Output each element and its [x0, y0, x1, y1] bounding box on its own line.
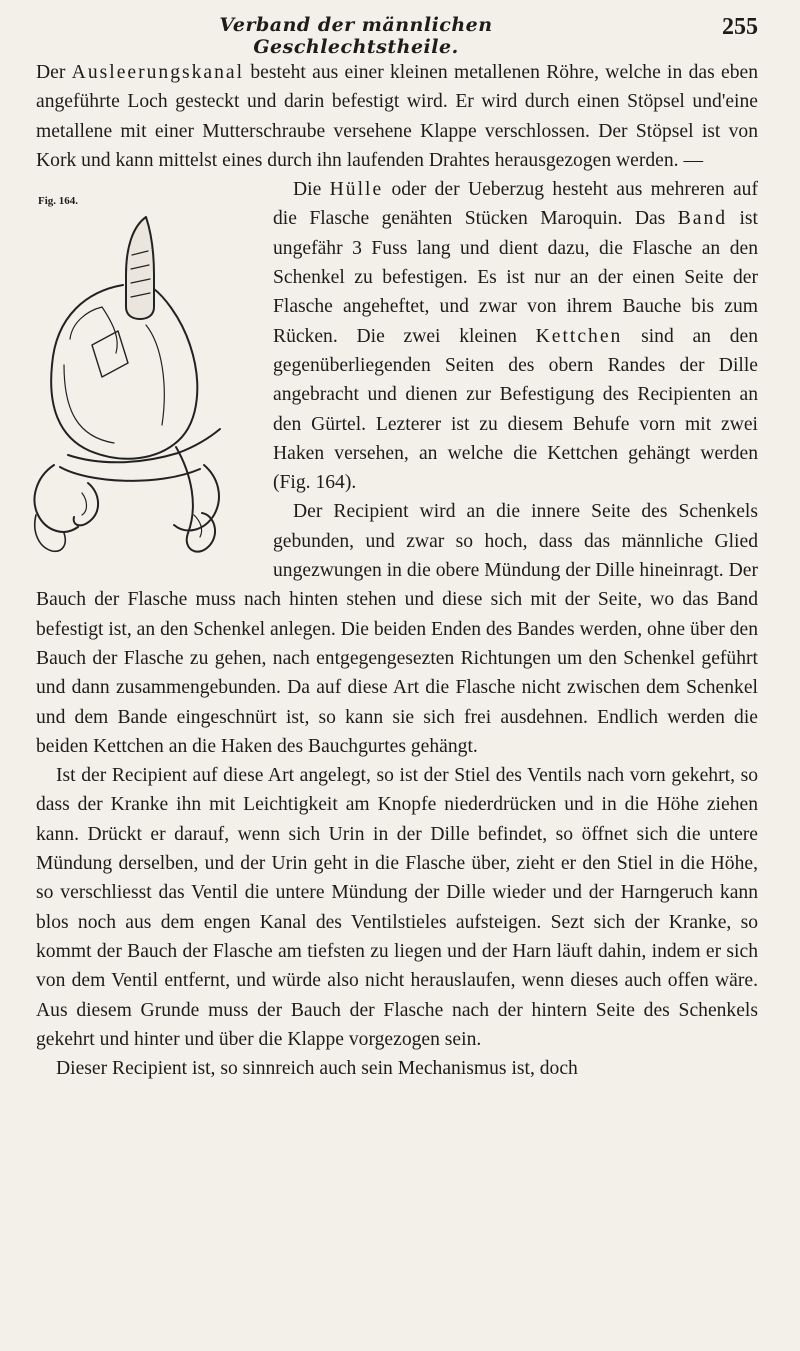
paragraph-huelle: Die Hülle oder der Ueberzug hesteht aus mehreren auf die Flasche genähten Stücken Maroquin. Das Band ist ungefähr 3 Fuss lang und dient dazu, die Flasche an den Schenkel zu befestigen. Es ist nur an der einen Seite der Flasche angeheftet, und zwar von ihrem Bauche bis zum Rücken. Die zwei kleinen Kettchen sind an den gegenüberliegenden Seiten des obern Randes der Dille angebracht und dienen zur Befestigung des Recipienten an den Gürtel. Lezterer ist zu diesem Behufe vorn mit zwei Haken versehen, an welche die Kettchen gehängt werden (Fig. 164).: [273, 179, 758, 494]
page-number: 255: [722, 14, 758, 40]
running-title: Verband der männlichen Geschlechtstheile.: [219, 14, 493, 58]
term-kettchen: Kettchen: [535, 325, 623, 347]
paragraph-closing: Dieser Recipient ist, so sinnreich auch sein Mechanismus ist, doch: [56, 1058, 578, 1080]
term-huelle: Hülle: [329, 179, 384, 201]
figure-label: Fig. 164.: [38, 195, 79, 208]
recipient-illustration: [28, 215, 263, 565]
term-band: Band: [677, 208, 728, 230]
page-header: [36, 14, 758, 58]
term-ausleerungskanal: Ausleerungskanal: [71, 62, 245, 83]
paragraph-recipient-placement: Der Recipient wird an die innere Seite des Schenkels gebunden, und zwar so hoch, dass das männliche Glied ungezwungen in die obere Mündung der Dille hineinragt. Der Bauch der Flasche muss nach hinten stehen und diese sich mit der Seite, wo das Band befestigt ist, an den Schenkel anlegen. Die beiden Enden des Bandes werden, ohne über den Bauch der Flasche zu gehen, nach entgegengesezten Richtungen um den Schenkel geführt und dann zusammengebunden. Da auf diese Art die Flasche nicht zwischen dem Schenkel und dem Bande eingeschnürt ist, so kann sie sich frei ausdehnen. Endlich werden die beiden Kettchen an die Haken des Bauchgurtes gehängt.: [36, 501, 759, 757]
paragraph-valve-mechanism: Ist der Recipient auf diese Art angelegt, so ist der Stiel des Ventils nach vorn gekehrt, so dass der Kranke ihn mit Leichtigkeit am Knopfe niederdrücken und in die Höhe ziehen kann. Drückt er darauf, wenn sich Urin in der Dille befindet, so öffnet sich die untere Mündung derselben, und der Urin geht in die Flasche über, zieht er den Stiel in die Höhe, so verschliesst das Ventil die untere Mündung der Dille wieder und der Harngeruch kann blos noch aus dem engen Kanal des Ventilstieles aufsteigen. Sezt sich der Kranke, so kommt der Bauch der Flasche am tiefsten zu liegen und der Harn läuft dahin, indem er sich von dem Ventil entfernt, und würde also nicht herauslaufen, wenn dieses auch offen wäre. Aus diesem Grunde muss der Bauch der Flasche nach der hintern Seite des Schenkels gekehrt und hinter und über die Klappe vorgezogen sein.: [36, 765, 758, 1050]
paragraph-ausleerungskanal: Der Ausleerungskanal besteht aus einer kleinen metallenen Röhre, welche in das eben angeführte Loch gesteckt und darin befestigt wird. Er wird durch einen Stöpsel und'eine metallene mit einer Mutterschraube versehene Klappe verschlossen. Der Stöpsel ist von Kork und kann mittelst eines durch ihn laufenden Drahtes herausgezogen werden. —: [36, 62, 758, 171]
body-text: [36, 58, 758, 1083]
figure-164: [28, 175, 263, 572]
